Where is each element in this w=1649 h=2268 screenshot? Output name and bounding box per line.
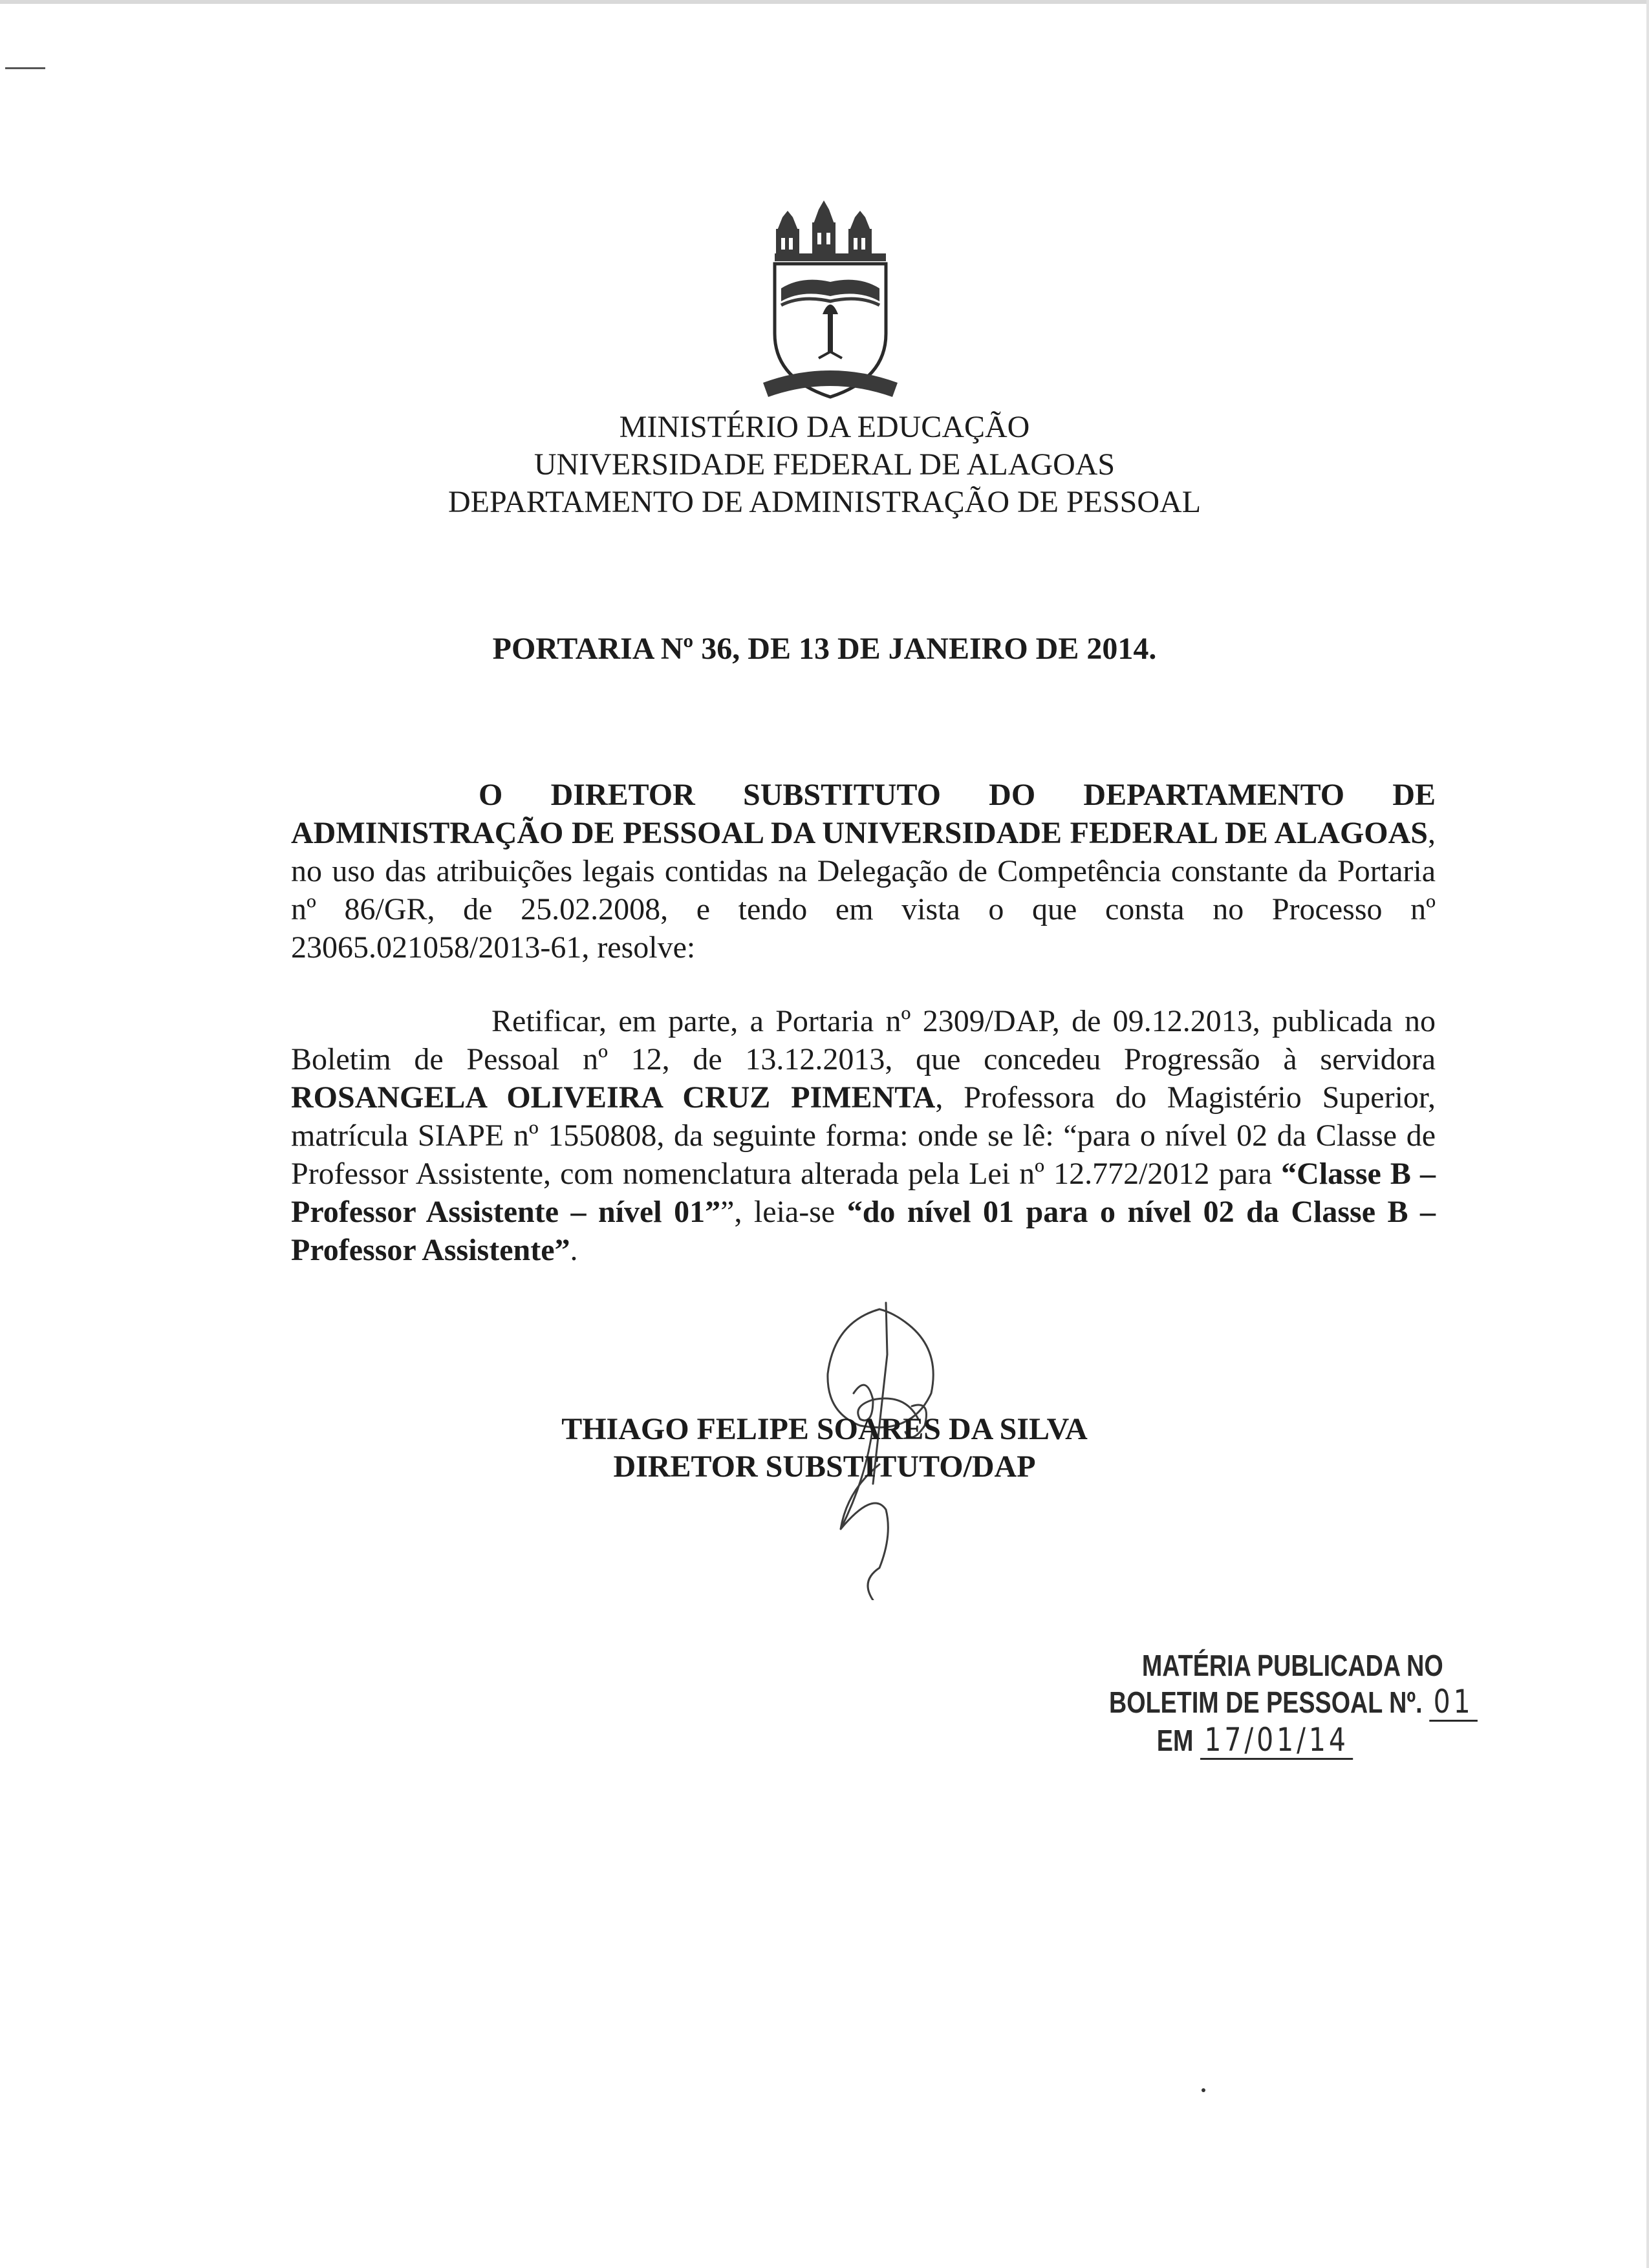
stamp-boletim-label: BOLETIM DE PESSOAL Nº. bbox=[1109, 1685, 1423, 1719]
stamp-boletim-number: 01 bbox=[1429, 1684, 1478, 1722]
university-name: UNIVERSIDADE FEDERAL DE ALAGOAS bbox=[534, 447, 1116, 482]
scan-mark bbox=[5, 67, 45, 69]
signer-role: DIRETOR SUBSTITUTO/DAP bbox=[613, 1450, 1036, 1484]
ministry-name: MINISTÉRIO DA EDUCAÇÃO bbox=[619, 410, 1030, 444]
page-edge bbox=[0, 0, 1649, 4]
portaria-title: PORTARIA Nº 36, DE 13 DE JANEIRO DE 2014. bbox=[492, 632, 1157, 666]
preamble-authority: O DIRETOR SUBSTITUTO DO DEPARTAMENTO DE ADMINISTRAÇÃO DE PESSOAL DA UNIVERSIDADE FEDERAL DE ALAGOAS bbox=[291, 778, 1436, 850]
signer-name: THIAGO FELIPE SOARES DA SILVA bbox=[561, 1412, 1088, 1446]
resolution-text: . bbox=[570, 1233, 578, 1267]
university-crest-logo bbox=[763, 191, 898, 406]
servant-name: ROSANGELA OLIVEIRA CRUZ PIMENTA bbox=[291, 1080, 936, 1115]
signer-block bbox=[0, 1411, 1649, 1486]
resolution-text: Retificar, em parte, a Portaria nº 2309/DAP, de 09.12.2013, publicada no Boletim de Pessoal nº 12, de 13.12.2013, que concedeu Progressão à servidora bbox=[291, 1004, 1436, 1076]
preamble-text: , no uso das atribuições legais contidas na Delegação de Competência constante da Portaria nº 86/GR, de 25.02.2008, e tendo em vista o que consta no Processo nº 23065.021058/2013-61, resolve: bbox=[291, 816, 1436, 965]
preamble-paragraph bbox=[291, 776, 1436, 967]
document-header bbox=[0, 409, 1649, 521]
new-classification: “do nível 01 para o nível 02 da Classe B – Professor Assistente” bbox=[291, 1195, 1436, 1267]
resolution-paragraph bbox=[291, 1002, 1436, 1269]
department-name: DEPARTAMENTO DE ADMINISTRAÇÃO DE PESSOAL bbox=[447, 485, 1202, 519]
resolution-text: , Professora do Magistério Superior, matrícula SIAPE nº 1550808, da seguinte forma: onde se lê: “para o nível 02 da Classe de Professor Assistente, com nomenclatura alterada pela Lei nº 12.772/2012 para bbox=[291, 1080, 1436, 1191]
stamp-boletim-line bbox=[1109, 1683, 1474, 1722]
publication-stamp bbox=[1109, 1647, 1474, 1760]
page-edge bbox=[1646, 0, 1649, 2268]
stamp-heading: MATÉRIA PUBLICADA NO bbox=[1141, 1649, 1443, 1682]
resolution-text: ”, leia-se bbox=[720, 1195, 847, 1229]
stamp-date: 17/01/14 bbox=[1200, 1722, 1353, 1760]
old-classification: “Classe B – Professor Assistente – nível 01” bbox=[291, 1157, 1436, 1229]
stamp-date-line bbox=[1157, 1722, 1406, 1760]
scan-speck bbox=[1202, 2088, 1205, 2092]
stamp-date-label: EM bbox=[1156, 1724, 1194, 1757]
